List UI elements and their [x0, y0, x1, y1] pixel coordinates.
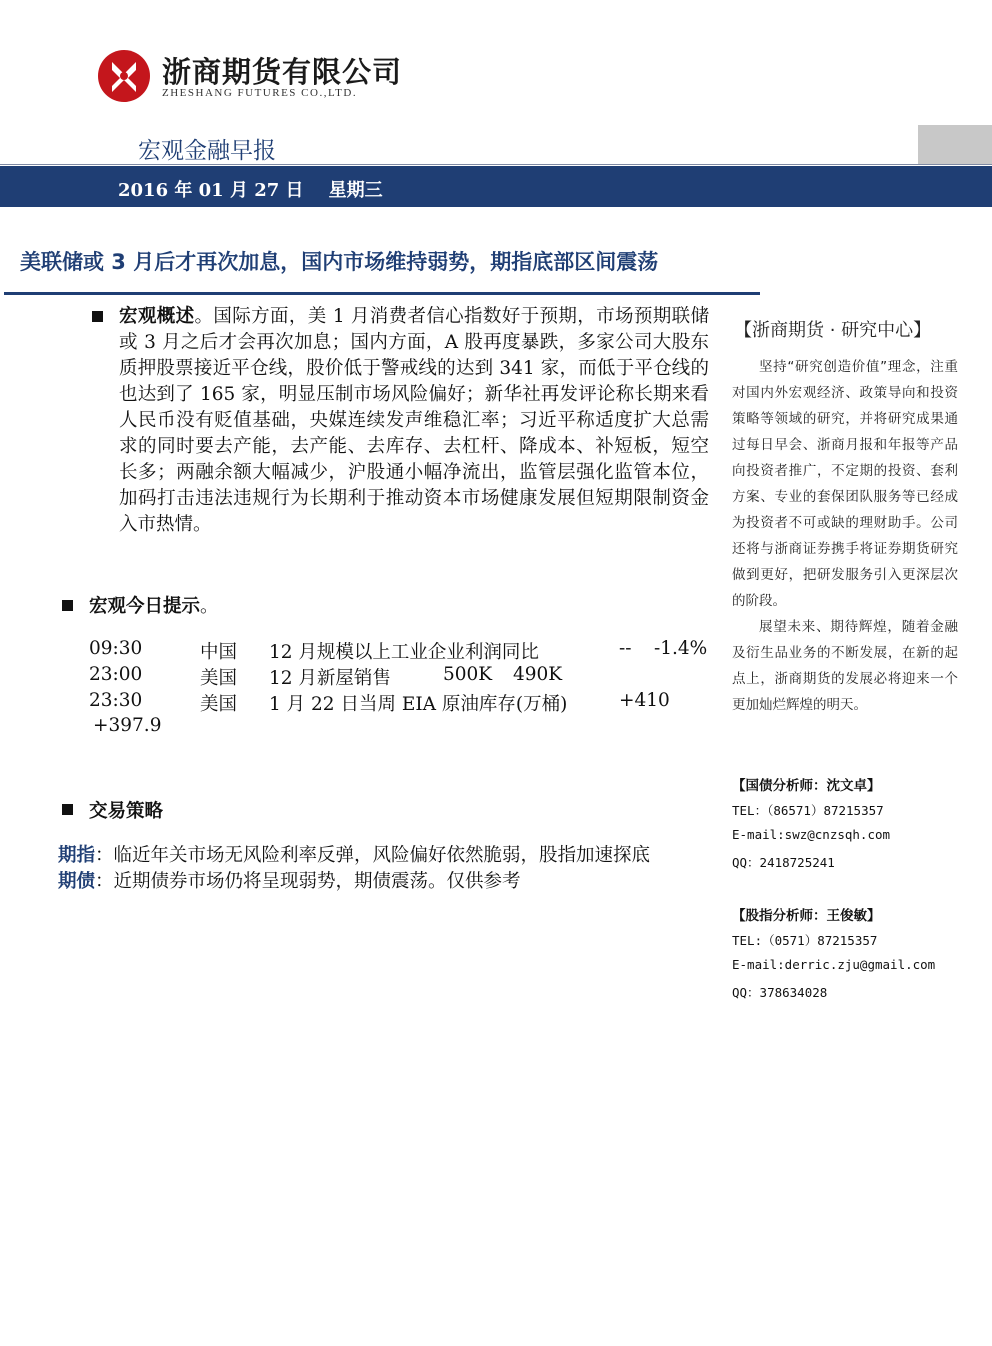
bullet-square-icon	[62, 600, 73, 611]
calendar-forecast: --	[619, 638, 632, 659]
strategy-item	[58, 843, 650, 869]
strategy-item	[58, 869, 521, 895]
analyst-email: E-mail:derric.zju@gmail.com	[732, 957, 936, 972]
calendar-event: 12 月新屋销售	[269, 668, 391, 689]
company-name-en: ZHESHANG FUTURES CO.,LTD.	[162, 87, 358, 99]
calendar-row	[0, 690, 760, 740]
calendar-event: 12 月规模以上工业企业利润同比	[269, 642, 539, 663]
analyst-tel: TEL：（86571）87215357	[732, 803, 884, 818]
report-date: 2016 年 01 月 27 日 星期三	[118, 180, 383, 201]
calendar-previous: 490K	[513, 664, 563, 685]
sidebar-title: 【浙商期货 · 研究中心】	[734, 320, 932, 341]
company-name-cn: 浙商期货有限公司	[162, 55, 403, 89]
sidebar-paragraph: 坚持“研究创造价值”理念，注重对国内外宏观经济、政策导向和投资策略等领域的研究，并将研究成果通过每日早会、浙商月报和年报等产品向投资者推广，不定期的投资、套利方案、专业的套保团队服务等已经成为投资者不可或缺的理财助手。公司还将与浙商证券携手将证券期货研究做到更好，把研发服务引入更深层次的阶段。	[732, 359, 958, 609]
calendar-title: 宏观今日提示	[89, 596, 201, 617]
calendar-row	[0, 664, 760, 690]
calendar-time: 09:30	[89, 638, 143, 659]
calendar-time: 23:00	[89, 664, 143, 685]
header-gray-block	[918, 125, 992, 165]
macro-overview-label: 宏观概述	[119, 306, 195, 327]
analyst-email: E-mail:swz@cnzsqh.com	[732, 827, 891, 842]
calendar-forecast: +410	[619, 690, 670, 711]
strategy-text: ：临近年关市场无风险利率反弹，风险偏好依然脆弱，股指加速探底	[95, 845, 651, 866]
strategy-title: 交易策略	[89, 801, 164, 822]
headline: 美联储或 3 月后才再次加息，国内市场维持弱势，期指底部区间震荡	[20, 250, 659, 274]
macro-overview-text: 。国际方面，美 1 月消费者信心指数好于预期，市场预期联储或 3 月之后才会再次加息；国内方面，A 股再度暴跌，多家公司大股东质押股票接近平仓线，股价低于警戒线的达到 341 家，而低于平仓线的也达到了 165 家，明显压制市场风险偏好；新华社再发评论称长期来看人民币没有贬值基础，央媒连续发声维稳汇率；习近平称适度扩大总需求的同时要去产能，去产能、去库存、去杠杆、降成本、补短板，短空长多；两融余额大幅减少，沪股通小幅净流出，监管层强化监管本位，加码打击违法违规行为长期利于推动资本市场健康发展但短期限制资金入市热情。	[119, 306, 709, 535]
headline-rule	[4, 292, 760, 295]
bullet-square-icon	[62, 804, 73, 815]
analyst-tel: TEL:（0571）87215357	[732, 933, 878, 948]
analyst-title: 【股指分析师：王俊敏】	[732, 908, 881, 924]
analyst-qq: QQ：378634028	[732, 985, 828, 1000]
analyst-title: 【国债分析师：沈文卓】	[732, 778, 881, 794]
calendar-forecast: 500K	[443, 664, 493, 685]
header-divider	[0, 164, 992, 165]
strategy-text: ：近期债券市场仍将呈现弱势，期债震荡。仅供参考	[95, 871, 521, 892]
analyst-qq: QQ：2418725241	[732, 855, 835, 870]
calendar-previous: -1.4%	[654, 638, 708, 659]
calendar-country: 美国	[200, 694, 238, 715]
calendar-previous: +397.9	[93, 715, 162, 736]
macro-overview-paragraph	[119, 304, 709, 538]
company-logo-icon	[96, 48, 152, 104]
calendar-row	[0, 638, 760, 664]
report-type: 宏观金融早报	[138, 138, 276, 164]
strategy-label: 期债	[58, 871, 96, 892]
calendar-heading	[89, 592, 219, 618]
bullet-square-icon	[92, 311, 103, 322]
calendar-country: 美国	[200, 668, 238, 689]
strategy-label: 期指	[58, 845, 96, 866]
calendar-event: 1 月 22 日当周 EIA 原油库存(万桶)	[269, 694, 568, 715]
calendar-title-suffix: 。	[200, 596, 219, 617]
calendar-time: 23:30	[89, 690, 143, 711]
calendar-country: 中国	[200, 642, 238, 663]
sidebar-paragraph: 展望未来、期待辉煌，随着金融及衍生品业务的不断发展，在新的起点上，浙商期货的发展必将迎来一个更加灿烂辉煌的明天。	[732, 619, 958, 713]
